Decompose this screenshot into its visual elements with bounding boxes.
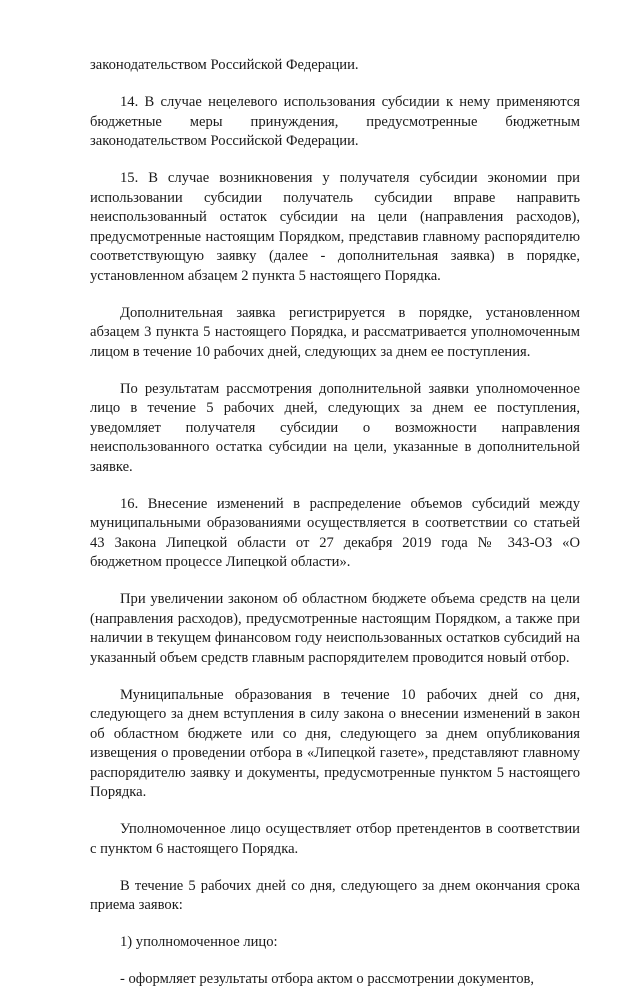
paragraph-review-results: По результатам рассмотрения дополнительной заявки уполномоченное лицо в течение 5 рабочих дней, следующих за днем ее поступления, уведомляет получателя субсидии о возможности направления неиспользованного остатка субсидии на цели, указанные в дополнительной заявке.: [90, 380, 580, 475]
document-page: [90, 56, 580, 990]
paragraph-item-14: 14. В случае нецелевого использования субсидии к нему применяются бюджетные меры принуждения, предусмотренные бюджетным законодательством Российской Федерации.: [90, 94, 580, 149]
paragraph-municipal-formations: Муниципальные образования в течение 10 рабочих дней со дня, следующего за днем вступления в силу закона о внесении изменений в закон об областном бюджете или со дня, следующего за днем опубликования извещения о проведении отбора в «Липецкой газете», представляют главному распорядителю заявку и документы, предусмотренные пунктом 5 настоящего Порядка.: [90, 686, 580, 800]
paragraph-budget-increase: При увеличении законом об областном бюджете объема средств на цели (направления расходов), предусмотренные настоящим Порядком, а также при наличии в текущем финансовом году неиспользованных остатков субсидий на указанный объем средств главным распорядителем проводится новый отбор.: [90, 591, 580, 666]
paragraph-item-16: 16. Внесение изменений в распределение объемов субсидий между муниципальными образованиями осуществляется в соответствии со статьей 43 Закона Липецкой области от 27 декабря 2019 года № 343-ОЗ «О бюджетном процессе Липецкой области».: [90, 495, 580, 570]
paragraph-dash-item: - оформляет результаты отбора актом о рассмотрении документов,: [120, 971, 535, 987]
paragraph-item-15: 15. В случае возникновения у получателя субсидии экономии при использовании субсидии получатель субсидии вправе направить неиспользованный остаток субсидии на цели (направления расходов), предусмотренные настоящим Порядком, представив главному распорядителю соответствующую заявку (далее - дополнительная заявка) в порядке, установленном абзацем 2 пункта 5 настоящего Порядка.: [90, 170, 580, 284]
paragraph-subitem-1: 1) уполномоченное лицо:: [120, 934, 278, 950]
paragraph-within-5-days: В течение 5 рабочих дней со дня, следующего за днем окончания срока приема заявок:: [90, 877, 580, 913]
paragraph-selection: Уполномоченное лицо осуществляет отбор претендентов в соответствии с пунктом 6 настоящего Порядка.: [90, 821, 580, 857]
paragraph-additional-application-registration: Дополнительная заявка регистрируется в порядке, установленном абзацем 3 пункта 5 настоящего Порядка, и рассматривается уполномоченным лицом в течение 10 рабочих дней, следующих за днем ее поступления.: [90, 304, 580, 360]
paragraph-continuation: законодательством Российской Федерации.: [90, 57, 359, 73]
